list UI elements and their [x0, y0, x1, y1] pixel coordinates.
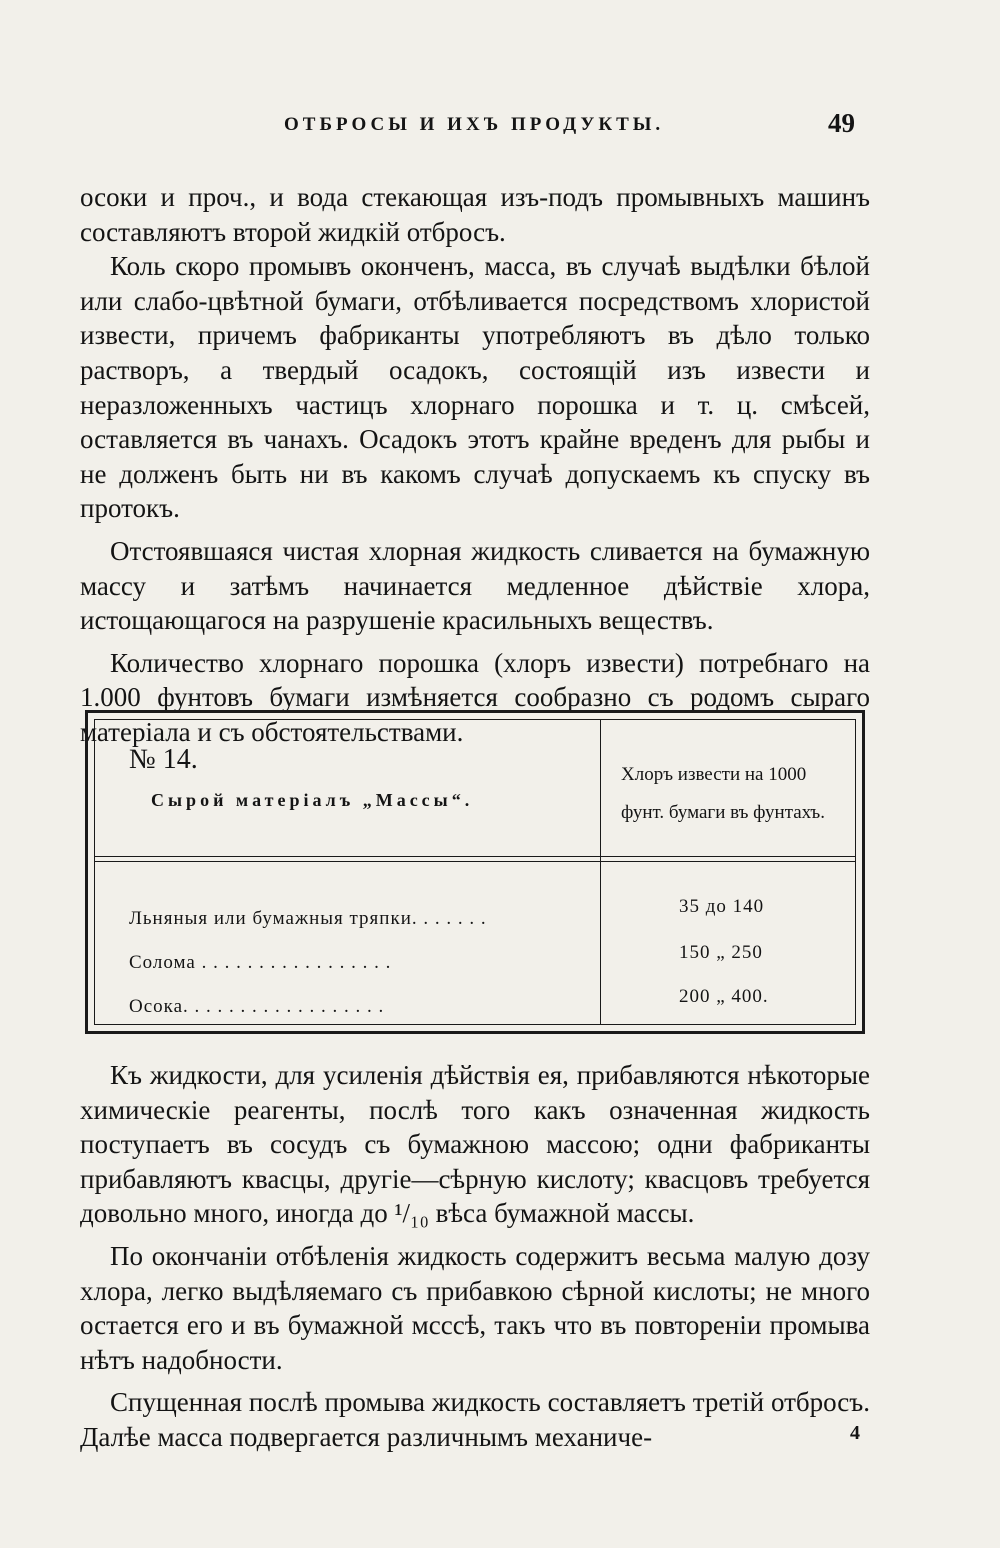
- paragraph: Количество хлорнаго порошка (хлоръ извести) потребнаго на 1.000 фунтовъ бумаги измѣняется сообразно съ родомъ сыраго матеріала и съ обстоятельствами.: [80, 647, 870, 747]
- text-block-after-table: [80, 1058, 870, 1455]
- page-number: 49: [828, 108, 855, 138]
- text-block-before-table: [80, 180, 870, 750]
- column-divider: [600, 720, 601, 1024]
- row-label: Осока. . . . . . . . . . . . . . . . . .: [129, 996, 385, 1017]
- page-header: [0, 108, 1000, 148]
- paragraph: Спущенная послѣ промыва жидкость составляетъ третій отбросъ. Далѣе масса подвергается различнымъ механиче-: [80, 1387, 870, 1452]
- table-number: № 14.: [129, 744, 198, 775]
- column-header-line: Хлоръ извести на 1000: [621, 764, 807, 785]
- row-value: 150 „ 250: [679, 942, 763, 963]
- paragraph: По окончаніи отбѣленія жидкость содержитъ весьма малую дозу хлора, легко выдѣляемаго съ прибавкою сѣрной кислоты; не много остается его и въ бумажной мсссѣ, такъ что въ повтореніи промыва нѣтъ надобности.: [80, 1240, 870, 1375]
- paragraph: Отстоявшаяся чистая хлорная жидкость сливается на бумажную массу и затѣмъ начинается медленное дѣйствіе хлора, истощающагося на разрушеніе красильныхъ веществъ.: [80, 535, 870, 636]
- header-rule: [95, 861, 855, 862]
- table-inner-frame: [94, 719, 856, 1025]
- row-value: 200 „ 400.: [679, 986, 769, 1007]
- header-rule: [95, 856, 855, 857]
- row-label: Солома . . . . . . . . . . . . . . . . .: [129, 952, 392, 973]
- row-value: 35 до 140: [679, 896, 765, 917]
- row-label: Льняныя или бумажныя тряпки. . . . . . .: [129, 908, 487, 929]
- paragraph: Коль скоро промывъ оконченъ, масса, въ случаѣ выдѣлки бѣлой или слабо-цвѣтной бумаги, отбѣливается посредствомъ хлористой извести, причемъ фабриканты употребляютъ въ дѣло только растворъ, а твердый осадокъ, состоящій изъ извести и неразложенныхъ частицъ хлорнаго порошка и т. ц. смѣсей, оставляется въ чанахъ. Осадокъ этотъ крайне вреденъ для рыбы и не долженъ быть ни въ какомъ случаѣ допускаемъ къ спуску въ протокъ.: [80, 251, 870, 524]
- running-head: ОТБРОСЫ И ИХЪ ПРОДУКТЫ.: [284, 114, 665, 135]
- column-header-material: Сырой матеріалъ „Массы“.: [151, 790, 474, 810]
- paragraph: Къ жидкости, для усиленія дѣйствія ея, прибавляются нѣкоторые химическіе реагенты, послѣ того какъ означенная жидкость поступаетъ въ сосудъ съ бумажною массою; одни фабриканты прибавляютъ квасцы, другіе—сѣрную кислоту; квасцовъ требуется довольно много, иногда до ¹/₁₀ вѣса бумажной массы.: [80, 1060, 870, 1229]
- signature-mark: 4: [850, 1422, 860, 1444]
- column-header-chlorine: [621, 756, 871, 832]
- data-table: [85, 710, 865, 1034]
- column-header-line: фунт. бумаги въ фунтахъ.: [621, 802, 826, 823]
- paragraph: осоки и проч., и вода стекающая изъ-подъ промывныхъ машинъ составляютъ второй жидкій отбросъ.: [80, 182, 870, 247]
